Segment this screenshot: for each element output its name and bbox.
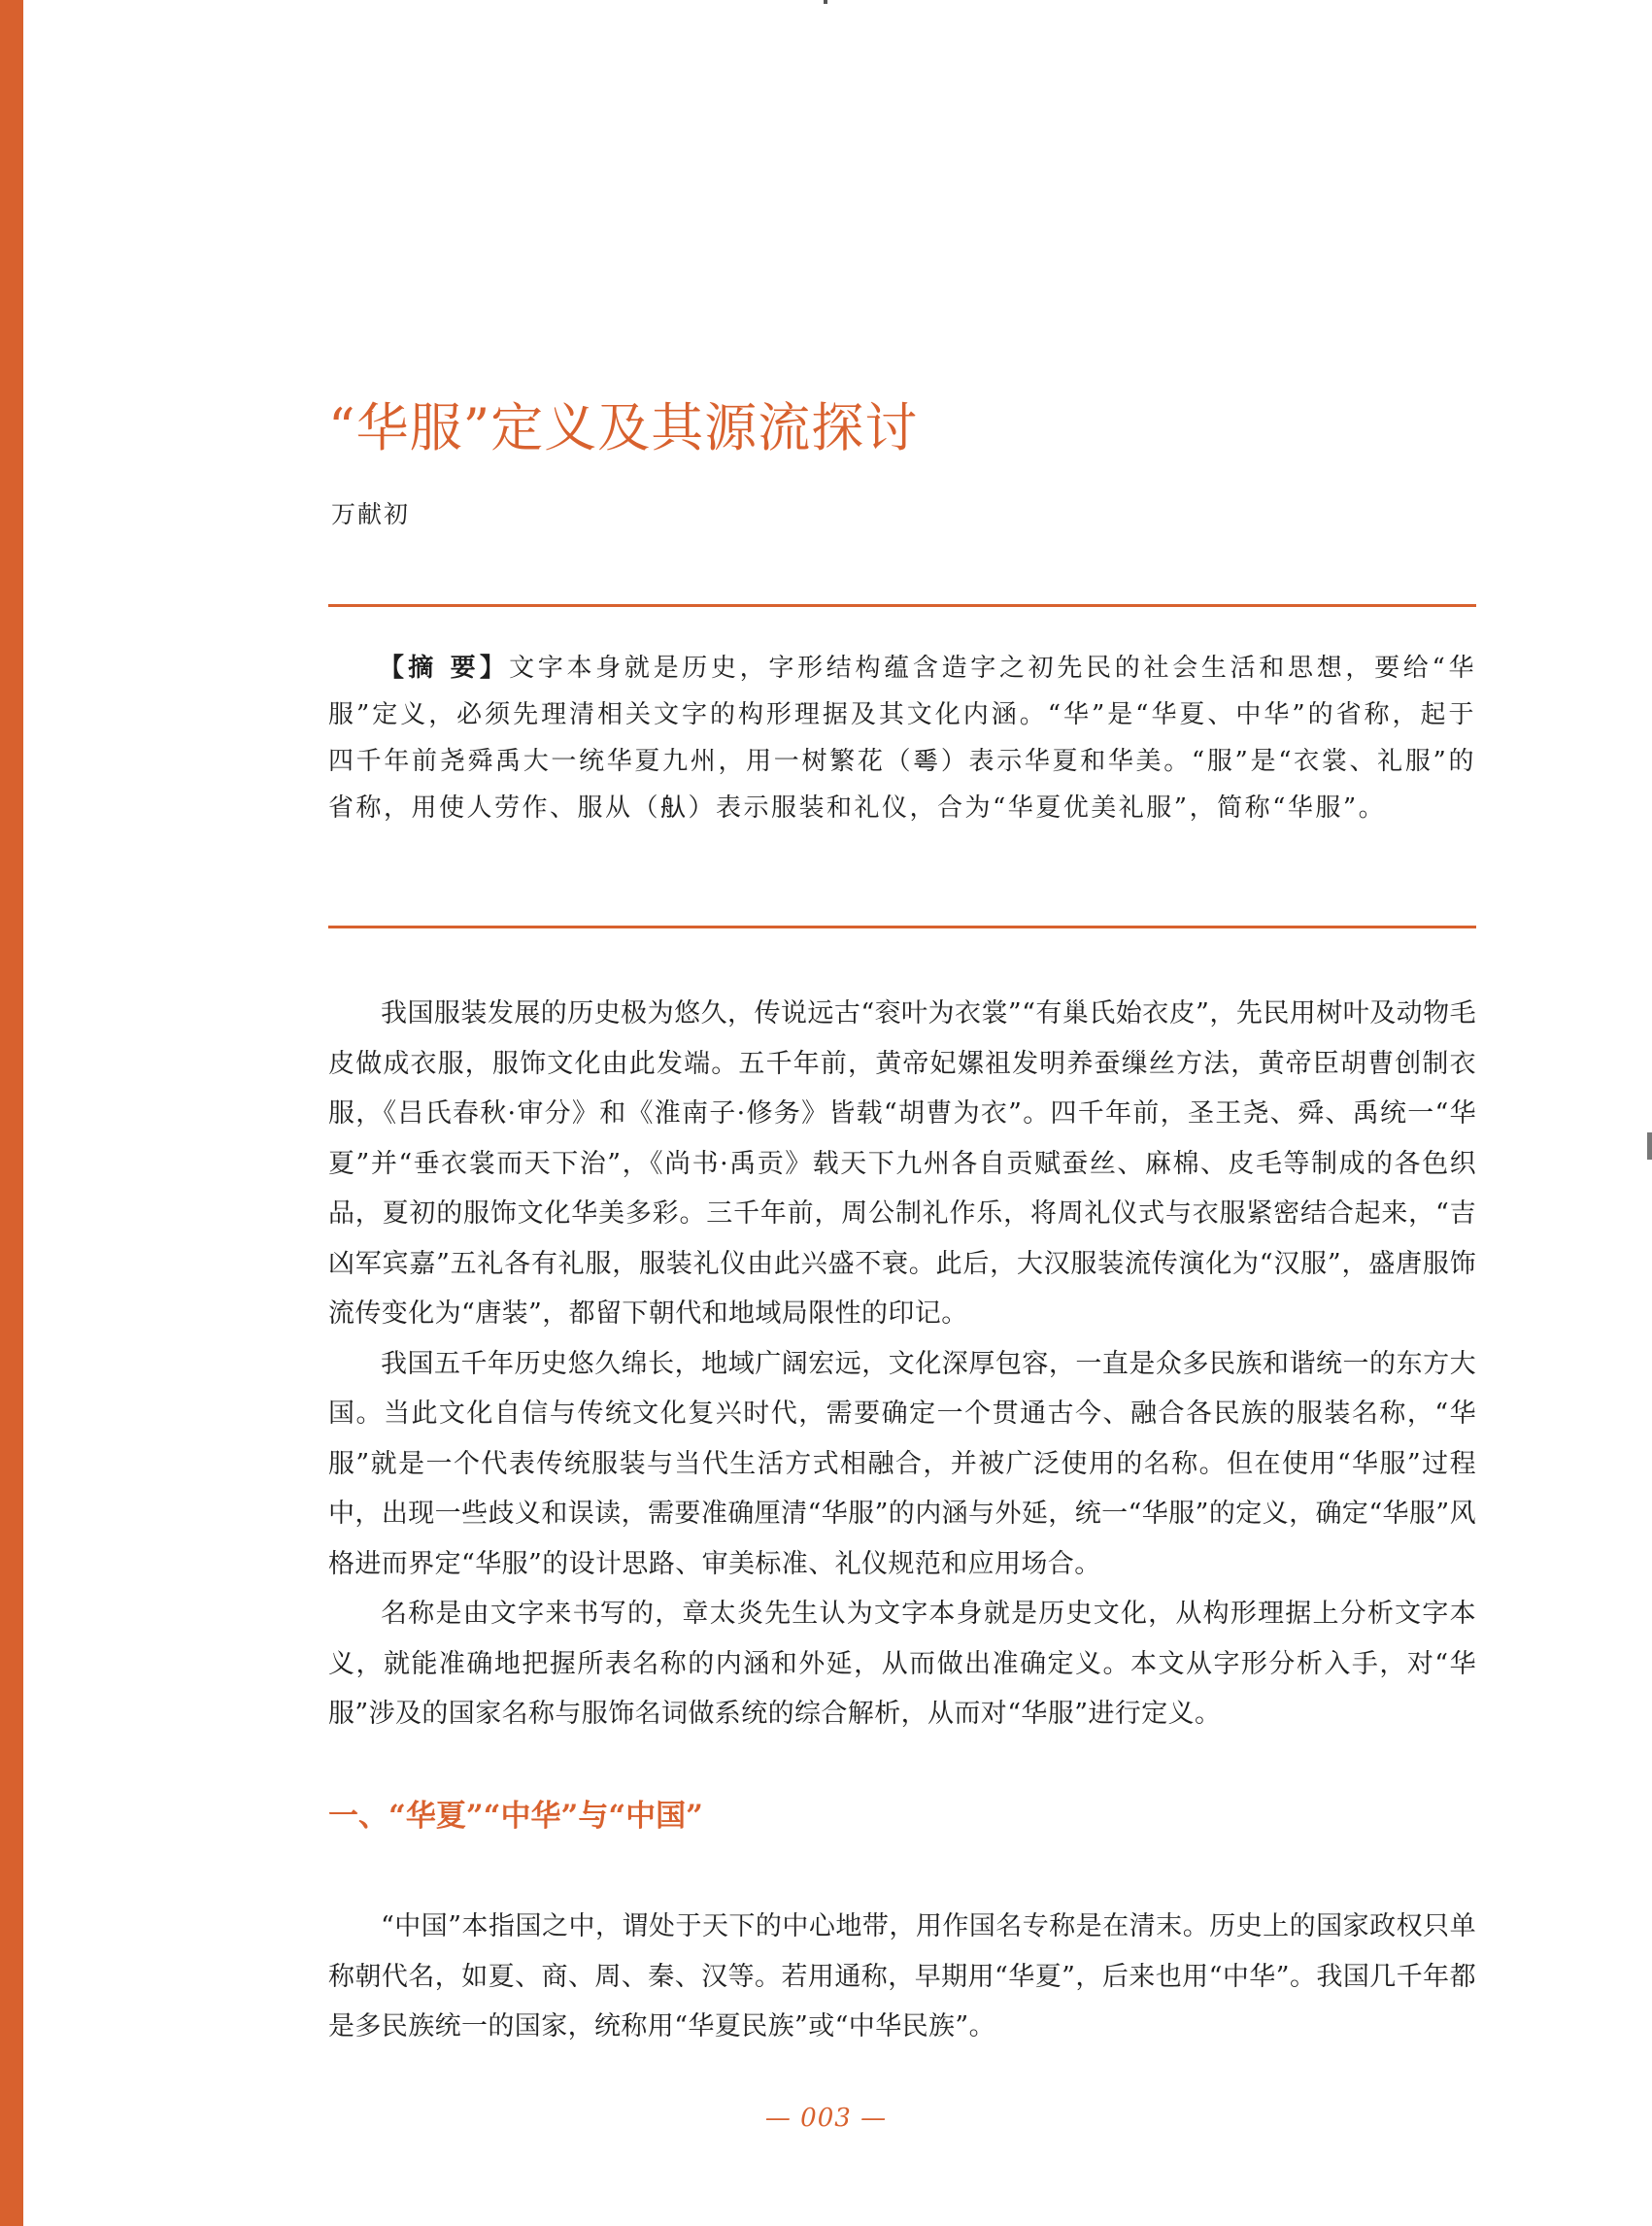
section-1-body xyxy=(328,1902,1476,2052)
body-paragraph-3: 名称是由文字来书写的，章太炎先生认为文字本身就是历史文化，从构形理据上分析文字本义，就能准确地把握所表名称的内涵和外延，从而做出准确定义。本文从字形分析入手，对“华服”涉及的国家名称与服饰名词做系统的综合解析，从而对“华服”进行定义。 xyxy=(328,1599,1476,1729)
body-paragraph-2: 我国五千年历史悠久绵长，地域广阔宏远，文化深厚包容，一直是众多民族和谐统一的东方大国。当此文化自信与传统文化复兴时代，需要确定一个贯通古今、融合各民族的服装名称，“华服”就是一个代表传统服装与当代生活方式相融合，并被广泛使用的名称。但在使用“华服”过程中，出现一些歧义和误读，需要准确厘清“华服”的内涵与外延，统一“华服”的定义，确定“华服”风格进而界定“华服”的设计思路、审美标准、礼仪规范和应用场合。 xyxy=(328,1348,1476,1579)
article-title: “华服”定义及其源流探讨 xyxy=(328,397,919,458)
abstract-block xyxy=(328,645,1476,831)
article-author: 万献初 xyxy=(331,500,411,528)
abstract-bottom-rule xyxy=(328,926,1476,928)
abstract-top-rule xyxy=(328,604,1476,607)
section-1-paragraph-1: “中国”本指国之中，谓处于天下的中心地带，用作国名专称是在清末。历史上的国家政权只单称朝代名，如夏、商、周、秦、汉等。若用通称，早期用“华夏”，后来也用“中华”。我国几千年都是多民族统一的国家，统称用“华夏民族”或“中华民族”。 xyxy=(328,1911,1476,2041)
abstract-text: 文字本身就是历史，字形结构蕴含造字之初先民的社会生活和思想，要给“华服”定义，必须先理清相关文字的构形理据及其文化内涵。“华”是“华夏、中华”的省称，起于四千年前尧舜禹大一统华夏九州，用一树繁花（𠌶）表示华夏和华美。“服”是“衣裳、礼服”的省称，用使人劳作、服从（𦨈）表示服装和礼仪，合为“华夏优美礼服”，简称“华服”。 xyxy=(328,654,1476,823)
orange-side-bar xyxy=(0,0,23,2226)
page-number: — 003 — xyxy=(764,2104,888,2133)
abstract-label: 【摘 要】 xyxy=(379,654,510,683)
intro-body xyxy=(328,989,1476,1739)
body-paragraph-1: 我国服装发展的历史极为悠久，传说远古“衮叶为衣裳”“有巢氏始衣皮”，先民用树叶及动物毛皮做成衣服，服饰文化由此发端。五千年前，黄帝妃嫘祖发明养蚕缫丝方法，黄帝臣胡曹创制衣服，《吕氏春秋·审分》和《淮南子·修务》皆载“胡曹为衣”。四千年前，圣王尧、舜、禹统一“华夏”并“垂衣裳而天下治”，《尚书·禹贡》载天下九州各自贡赋蚕丝、麻棉、皮毛等制成的各色织品，夏初的服饰文化华美多彩。三千年前，周公制礼作乐，将周礼仪式与衣服紧密结合起来，“吉凶军宾嘉”五礼各有礼服，服装礼仪由此兴盛不衰。此后，大汉服装流传演化为“汉服”，盛唐服饰流传变化为“唐装”，都留下朝代和地域局限性的印记。 xyxy=(328,998,1476,1329)
crop-mark-right xyxy=(1647,1132,1652,1160)
section-1-heading: 一、“华夏”“中华”与“中国” xyxy=(328,1799,703,1834)
crop-mark-top xyxy=(824,0,827,4)
